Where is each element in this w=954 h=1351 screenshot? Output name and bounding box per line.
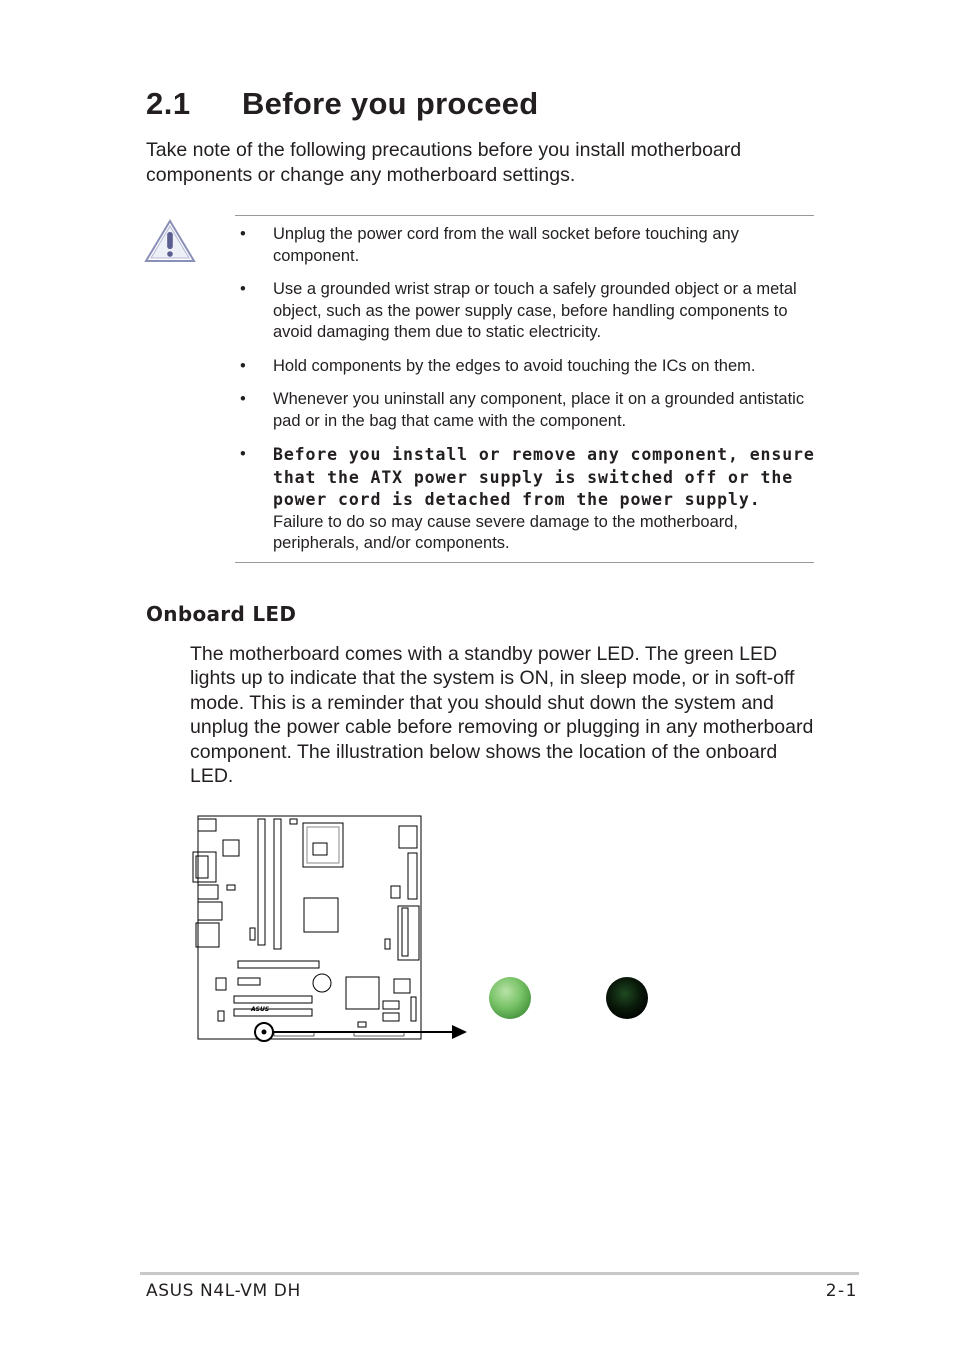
caution-bottom-rule (235, 562, 814, 563)
caution-item-text: Whenever you uninstall any component, place it on a grounded antistatic pad or in the bag that came with the component. (273, 390, 805, 430)
onboard-led-heading: Onboard LED (146, 602, 297, 626)
bullet-glyph: • (240, 445, 246, 463)
caution-item (240, 224, 815, 267)
arrow-head (452, 1025, 467, 1039)
board-outline (198, 816, 421, 1039)
board-logo: ASUS (251, 1006, 270, 1013)
intro-paragraph: Take note of the following precautions before you install motherboard components or change any motherboard settings. (146, 139, 742, 186)
caution-item-bold-text: Before you install or remove any component, ensure that the ATX power supply is switched off or the power cord is detached from the power supply. (273, 445, 815, 509)
bullet-glyph: • (240, 356, 246, 375)
caution-list (240, 224, 815, 555)
bullet-glyph: • (240, 390, 246, 408)
led-states-illustration (480, 968, 660, 1028)
caution-item-text: Use a grounded wrist strap or touch a safely grounded object or a metal object, such as the power supply case, before handling components to avoid damaging them due to static electricity. (273, 280, 797, 341)
led-off-icon (606, 977, 648, 1019)
motherboard-layout-illustration (190, 810, 480, 1050)
caution-item (240, 279, 815, 344)
caution-item-text: Unplug the power cord from the wall socket before touching any component. (273, 225, 739, 265)
section-title: Before you proceed (242, 86, 539, 121)
footer-rule (140, 1272, 859, 1275)
caution-top-rule (235, 215, 814, 216)
caution-item (240, 356, 815, 378)
caution-item-text: Hold components by the edges to avoid touching the ICs on them. (273, 356, 756, 375)
footer-page-number: 2-1 (825, 1281, 858, 1301)
caution-triangle-icon (144, 218, 196, 264)
footer-product-name: ASUS N4L-VM DH (146, 1281, 301, 1301)
caution-item-text: Failure to do so may cause severe damage to the motherboard, peripherals, and/or components. (273, 512, 739, 552)
bullet-glyph: • (240, 280, 246, 298)
led-on-icon (489, 977, 531, 1019)
bullet-glyph: • (240, 225, 246, 243)
onboard-led-paragraph: The motherboard comes with a standby power LED. The green LED lights up to indicate that the system is ON, in sleep mode, or in soft-off mode. This is a reminder that you should shut down the system and unplug the power cable before removing or plugging in any motherboard component. The illustration below shows the location of the onboard LED. (190, 643, 814, 788)
section-number: 2.1 (146, 86, 191, 121)
caution-item (240, 389, 815, 432)
caution-item (240, 444, 815, 555)
